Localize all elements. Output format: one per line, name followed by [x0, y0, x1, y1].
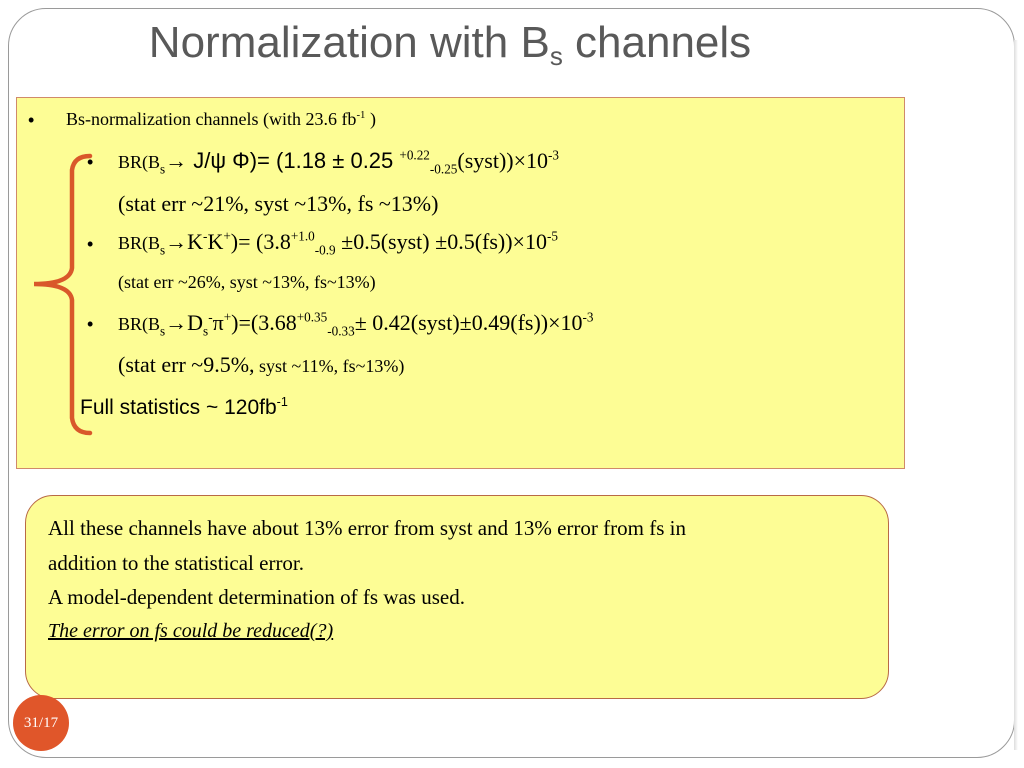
summary-box [25, 495, 889, 699]
channel-ds-pi-note: (stat err ~9.5%, syst ~11%, fs~13%) [118, 352, 405, 377]
channel-kk-note: (stat err ~26%, syst ~13%, fs~13%) [118, 272, 376, 292]
channel-jpsi-phi-note: (stat err ~21%, syst ~13%, fs ~13%) [118, 191, 439, 216]
bullet-icon: • [87, 234, 94, 254]
slide-title: Normalization with $B_s$ channels [148, 18, 752, 71]
channel-ds-pi: $BR(B_s\to D_s^-\pi^+)=(3.68^{+0.35}_{-0.33}\pm$ $0.42(syst)\pm 0.49(fs))\times 10^{-3}$ [118, 309, 594, 339]
channel-kk: $BR(B_s\to K^-K^+)= (3.8^{+1.0}_{-0.9}$ ±0.5(syst) $\pm 0.5(fs))\times 10^{-5}$ [118, 228, 558, 258]
frame-shadow [1014, 40, 1018, 750]
bullet-icon: • [87, 152, 94, 172]
bullet-icon: • [87, 314, 94, 334]
summary-line-4: The error on fs could be reduced(?) [48, 620, 334, 642]
summary-line-2: addition to the statistical error. [48, 551, 305, 575]
bullet-icon: • [28, 110, 35, 130]
intro-text: Bs-normalization channels (with 23.6 $fb^{-1}$ ) [66, 109, 376, 129]
full-statistics: Full statistics ~ $120fb^{-1}$ [80, 395, 288, 419]
page-number-badge: 31/17 [13, 695, 69, 751]
summary-line-3: A model-dependent determination of fs was used. [48, 585, 465, 609]
channel-jpsi-phi: $BR(B_s\to J/\psi$ Φ)= (1.18 ± 0.25 $^{+0.22}_{-0.25}(syst))\times 10^{-3}$ [118, 147, 560, 177]
summary-line-1: All these channels have about 13% error from syst and 13% error from fs in [48, 516, 686, 540]
